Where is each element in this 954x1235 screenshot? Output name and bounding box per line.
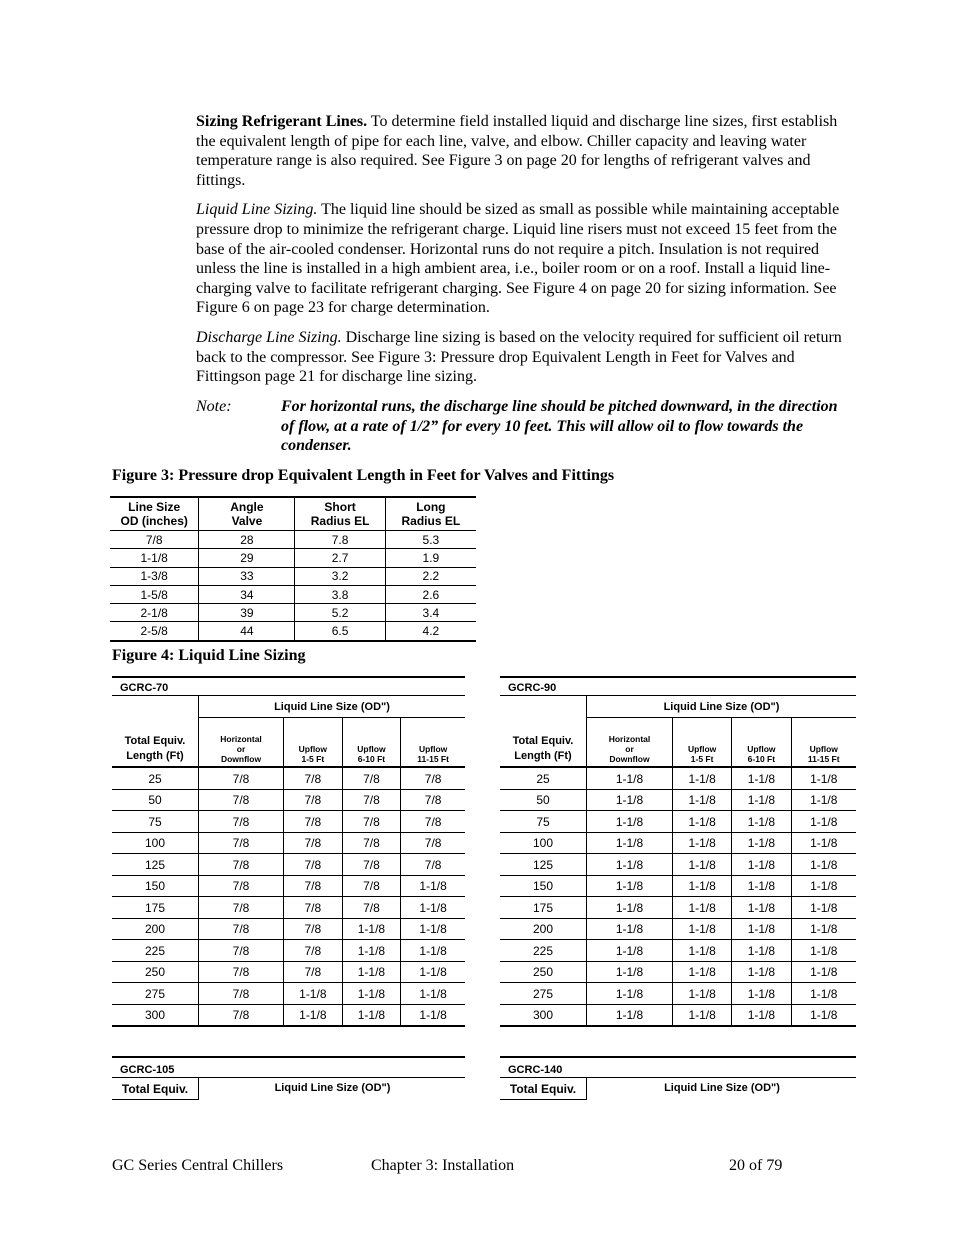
table-cell: 7/8 <box>284 918 343 940</box>
table-row <box>110 567 476 585</box>
table-row <box>110 585 476 603</box>
header-line: 1-5 Ft <box>690 754 714 764</box>
header-line: or <box>625 744 634 754</box>
liquid-line-size-header: Liquid Line Size (OD") <box>199 696 466 718</box>
table-cell: 1-1/8 <box>791 875 856 897</box>
liquid-line-table-gcrc-105 <box>112 1056 465 1100</box>
table-row <box>110 622 476 641</box>
table-cell: 1-1/8 <box>791 811 856 833</box>
table-cell: 1-1/8 <box>732 1004 791 1026</box>
table-cell: 7/8 <box>199 875 284 897</box>
table-cell: 1-1/8 <box>673 897 732 919</box>
liquid-heading: Liquid Line Sizing. <box>196 201 318 219</box>
table-cell: 7/8 <box>342 767 401 789</box>
table-row <box>112 918 465 940</box>
table-cell: 1-1/8 <box>673 767 732 789</box>
table-cell: 275 <box>112 983 199 1005</box>
table-cell: 1-1/8 <box>587 767 673 789</box>
table-cell: 7/8 <box>401 811 465 833</box>
table-cell: 7/8 <box>401 832 465 854</box>
discharge-text: Discharge line sizing is based on the velocity required for sufficient oil return back to the compressor. See Figure 3: Pressure drop Equivalent Length in Feet for Valves and Fittingson page 21 for discharge line sizing. <box>196 328 842 386</box>
table-row <box>500 854 856 876</box>
footer-chapter: Chapter 3: Installation <box>371 1157 515 1174</box>
table-cell: 1-1/8 <box>673 940 732 962</box>
table-cell: 1-1/8 <box>673 789 732 811</box>
table-cell: 7/8 <box>199 811 284 833</box>
liquid-line-table-gcrc-90 <box>500 676 856 1027</box>
header-line: Line Size <box>128 500 181 514</box>
table-cell: 2-5/8 <box>110 622 199 641</box>
table-cell: 25 <box>500 767 587 789</box>
footer-title: GC Series Central Chillers <box>112 1157 284 1174</box>
table-cell: 7/8 <box>401 854 465 876</box>
table-cell: 2.6 <box>385 585 476 603</box>
table-cell: 7/8 <box>342 875 401 897</box>
model-label: GCRC-140 <box>500 1056 856 1078</box>
table-cell: 1-1/8 <box>587 1004 673 1026</box>
table-cell: 7/8 <box>199 1004 284 1026</box>
table-cell: 3.4 <box>385 604 476 622</box>
table-row <box>500 897 856 919</box>
table-cell: 1-1/8 <box>401 897 465 919</box>
liquid-line-size-header: Liquid Line Size (OD") <box>664 1082 780 1094</box>
sub-header-text <box>343 744 401 764</box>
table-cell: 1-1/8 <box>401 940 465 962</box>
table-cell: 1-1/8 <box>587 983 673 1005</box>
table-cell: 50 <box>500 789 587 811</box>
table-cell: 7/8 <box>199 918 284 940</box>
table-cell: 1-1/8 <box>284 983 343 1005</box>
table-cell: 1-1/8 <box>110 549 199 567</box>
table-cell: 1-3/8 <box>110 567 199 585</box>
total-equiv-header: Total Equiv. <box>500 1078 587 1100</box>
body-text <box>196 112 846 397</box>
table-cell: 7/8 <box>401 767 465 789</box>
figure-4-title: Figure 4: Liquid Line Sizing <box>112 647 306 664</box>
table-cell: 200 <box>500 918 587 940</box>
liquid-line-size-header: Liquid Line Size (OD") <box>587 696 857 718</box>
sub-column-header <box>401 718 465 768</box>
table-cell: 200 <box>112 918 199 940</box>
sub-header-text <box>284 744 342 764</box>
sub-column-header <box>284 718 343 768</box>
sub-header-text <box>673 744 731 764</box>
model-label: GCRC-90 <box>500 676 856 696</box>
header-line: 11-15 Ft <box>807 754 840 764</box>
table-cell: 1-1/8 <box>732 961 791 983</box>
figure-3-title: Figure 3: Pressure drop Equivalent Length in Feet for Valves and Fittings <box>112 467 615 484</box>
table-cell: 1-1/8 <box>732 897 791 919</box>
table-cell: 1-1/8 <box>791 961 856 983</box>
table-cell: 7/8 <box>199 767 284 789</box>
header-line: Long <box>416 500 446 514</box>
table-cell: 1-1/8 <box>673 918 732 940</box>
column-header <box>110 497 199 531</box>
table-cell: 225 <box>500 940 587 962</box>
header-line: Upflow <box>809 744 838 754</box>
table-cell: 1-1/8 <box>732 789 791 811</box>
table-cell: 1-1/8 <box>587 897 673 919</box>
table-cell: 1-1/8 <box>791 940 856 962</box>
table-cell: 7/8 <box>284 811 343 833</box>
table-cell: 1-1/8 <box>673 854 732 876</box>
table-cell: 1-1/8 <box>401 918 465 940</box>
table-row <box>500 940 856 962</box>
table-cell: 1-1/8 <box>732 983 791 1005</box>
sizing-paragraph <box>196 112 846 190</box>
table-cell: 7/8 <box>284 961 343 983</box>
header-line: Total Equiv. <box>512 735 574 747</box>
table-cell: 1.9 <box>385 549 476 567</box>
table-row <box>500 918 856 940</box>
table-cell: 75 <box>500 811 587 833</box>
header-line: Upflow <box>298 744 327 754</box>
sub-header-text <box>199 734 283 764</box>
table-cell: 150 <box>112 875 199 897</box>
table-cell: 300 <box>500 1004 587 1026</box>
table-row <box>500 789 856 811</box>
table-cell: 7/8 <box>284 940 343 962</box>
table-cell: 1-1/8 <box>587 961 673 983</box>
table-cell: 7/8 <box>401 789 465 811</box>
table-cell: 1-1/8 <box>587 832 673 854</box>
table-cell: 1-5/8 <box>110 585 199 603</box>
table-cell: 1-1/8 <box>673 875 732 897</box>
table-cell: 7/8 <box>284 854 343 876</box>
table-cell: 25 <box>112 767 199 789</box>
table-cell: 2-1/8 <box>110 604 199 622</box>
header-line: Radius EL <box>401 514 461 528</box>
table-cell: 1-1/8 <box>401 875 465 897</box>
column-header <box>385 497 476 531</box>
table-cell: 1-1/8 <box>587 875 673 897</box>
table-cell: 1-1/8 <box>732 811 791 833</box>
table-cell: 1-1/8 <box>791 767 856 789</box>
table-cell: 3.8 <box>295 585 385 603</box>
table-row <box>500 767 856 789</box>
note <box>196 397 846 456</box>
table-cell: 1-1/8 <box>791 918 856 940</box>
table-cell: 1-1/8 <box>587 789 673 811</box>
discharge-paragraph <box>196 328 846 387</box>
table-cell: 7/8 <box>284 767 343 789</box>
table-cell: 1-1/8 <box>791 832 856 854</box>
table-cell: 1-1/8 <box>791 983 856 1005</box>
table-cell: 250 <box>500 961 587 983</box>
table-cell: 7.8 <box>295 531 385 549</box>
header-line: Upflow <box>357 744 386 754</box>
header-line: Length (Ft) <box>514 750 572 762</box>
table-cell: 1-1/8 <box>732 832 791 854</box>
table-cell: 1-1/8 <box>587 918 673 940</box>
note-text: For horizontal runs, the discharge line should be pitched downward, in the direction of flow, at a rate of 1/2” for every 10 feet. This will allow oil to flow towards the condenser. <box>281 398 838 455</box>
table-cell: 250 <box>112 961 199 983</box>
table-cell: 7/8 <box>199 854 284 876</box>
table-row <box>500 961 856 983</box>
table-cell: 300 <box>112 1004 199 1026</box>
table-cell: 44 <box>199 622 295 641</box>
table-row <box>112 961 465 983</box>
table-row <box>500 811 856 833</box>
header-line: Downflow <box>220 754 262 764</box>
header-line: Upflow <box>747 744 776 754</box>
table-cell: 7/8 <box>110 531 199 549</box>
header-line: Radius EL <box>310 514 370 528</box>
table-cell: 125 <box>112 854 199 876</box>
header-line: 1-5 Ft <box>301 754 325 764</box>
table-cell: 1-1/8 <box>791 897 856 919</box>
figure-3-table <box>110 496 476 642</box>
header-line: or <box>236 744 246 754</box>
liquid-line-table-gcrc-140 <box>500 1056 856 1100</box>
table-cell: 7/8 <box>284 875 343 897</box>
column-header <box>295 497 385 531</box>
table-cell: 7/8 <box>199 983 284 1005</box>
table-cell: 7/8 <box>284 789 343 811</box>
table-cell: 7/8 <box>284 897 343 919</box>
liquid-paragraph <box>196 200 846 318</box>
table-cell: 6.5 <box>295 622 385 641</box>
table-cell: 7/8 <box>199 832 284 854</box>
sub-column-header <box>673 718 732 768</box>
sub-column-header <box>791 718 856 768</box>
table-cell: 125 <box>500 854 587 876</box>
table-row <box>112 854 465 876</box>
table-cell: 28 <box>199 531 295 549</box>
note-label: Note: <box>196 398 232 415</box>
header-line: Length (Ft) <box>126 750 184 762</box>
table-row <box>110 604 476 622</box>
table-row <box>112 940 465 962</box>
sub-column-header <box>342 718 401 768</box>
table-row <box>500 832 856 854</box>
table-cell: 1-1/8 <box>673 811 732 833</box>
sizing-text: To determine field installed liquid and discharge line sizes, first establish the equivalent length of pipe for each line, valve, and elbow. Chiller capacity and leaving water temperature range is also required. See Figure 3 on page 20 for lengths of refrigerant valves and fittings. <box>196 113 838 189</box>
table-cell: 175 <box>112 897 199 919</box>
table-cell: 1-1/8 <box>732 918 791 940</box>
table-cell: 225 <box>112 940 199 962</box>
table-cell: 1-1/8 <box>342 983 401 1005</box>
table-cell: 39 <box>199 604 295 622</box>
sub-header-text <box>732 744 790 764</box>
table-row <box>110 531 476 549</box>
sub-header-text <box>587 734 672 764</box>
table-cell: 5.2 <box>295 604 385 622</box>
table-cell: 7/8 <box>284 832 343 854</box>
table-row <box>112 875 465 897</box>
table-cell: 1-1/8 <box>732 767 791 789</box>
sub-column-header <box>199 718 284 768</box>
table-cell: 1-1/8 <box>732 875 791 897</box>
table-row <box>500 983 856 1005</box>
table-row <box>112 767 465 789</box>
table-cell: 7/8 <box>342 832 401 854</box>
table-cell: 5.3 <box>385 531 476 549</box>
total-equiv-header <box>500 696 587 767</box>
table-cell: 7/8 <box>342 789 401 811</box>
header-line: Upflow <box>687 744 717 754</box>
table-cell: 1-1/8 <box>342 918 401 940</box>
model-label: GCRC-105 <box>112 1056 465 1078</box>
table-cell: 1-1/8 <box>587 811 673 833</box>
table-cell: 2.2 <box>385 567 476 585</box>
table-cell: 1-1/8 <box>673 983 732 1005</box>
header-line: Valve <box>231 514 263 528</box>
table-cell: 100 <box>112 832 199 854</box>
header-line: Horizontal <box>608 734 651 744</box>
sub-column-header <box>732 718 791 768</box>
sub-header-text <box>401 744 465 764</box>
table-cell: 7/8 <box>199 940 284 962</box>
table-cell: 7/8 <box>199 961 284 983</box>
total-equiv-header <box>112 696 199 767</box>
header-line: 6-10 Ft <box>747 754 776 764</box>
table-cell: 2.7 <box>295 549 385 567</box>
table-cell: 7/8 <box>342 811 401 833</box>
table-cell: 33 <box>199 567 295 585</box>
table-row <box>500 1004 856 1026</box>
sizing-heading: Sizing Refrigerant Lines. <box>196 113 368 130</box>
table-cell: 275 <box>500 983 587 1005</box>
header-line: Downflow <box>609 754 650 764</box>
table-row <box>112 983 465 1005</box>
table-cell: 75 <box>112 811 199 833</box>
table-row <box>112 811 465 833</box>
table-cell: 1-1/8 <box>284 1004 343 1026</box>
table-row <box>112 897 465 919</box>
table-cell: 7/8 <box>199 789 284 811</box>
liquid-text: The liquid line should be sized as small as possible while maintaining acceptable pressure drop to minimize the refrigerant charge. Liquid line risers must not exceed 15 feet from the base of the air-cooled condenser. Horizontal runs do not require a pitch. Insulation is not required unless the line is installed in a high ambient area, i.e., boiler room or on a roof. Install a liquid line-charging valve to facilitate refrigerant charging. See Figure 4 on page 20 for sizing information. See Figure 6 on page 23 for charge determination. <box>196 201 840 317</box>
table-cell: 1-1/8 <box>673 832 732 854</box>
liquid-line-table-gcrc-70 <box>112 676 465 1027</box>
table-cell: 1-1/8 <box>587 940 673 962</box>
header-line: 11-15 Ft <box>417 754 449 764</box>
table-cell: 7/8 <box>342 854 401 876</box>
table-cell: 1-1/8 <box>791 854 856 876</box>
discharge-heading: Discharge Line Sizing. <box>196 328 342 346</box>
header-line: Angle <box>230 500 264 514</box>
table-row <box>500 875 856 897</box>
table-cell: 1-1/8 <box>732 854 791 876</box>
table-cell: 50 <box>112 789 199 811</box>
table-cell: 34 <box>199 585 295 603</box>
header-line: Total Equiv. <box>124 735 186 747</box>
column-header <box>199 497 295 531</box>
table-row <box>110 549 476 567</box>
table-cell: 1-1/8 <box>791 1004 856 1026</box>
header-line: OD (inches) <box>120 514 188 528</box>
table-cell: 150 <box>500 875 587 897</box>
header-line: Horizontal <box>220 734 262 744</box>
table-cell: 1-1/8 <box>732 940 791 962</box>
table-cell: 1-1/8 <box>342 940 401 962</box>
table-cell: 4.2 <box>385 622 476 641</box>
liquid-line-size-header: Liquid Line Size (OD") <box>274 1082 391 1094</box>
header-line: Short <box>324 500 356 514</box>
table-cell: 1-1/8 <box>401 961 465 983</box>
table-cell: 175 <box>500 897 587 919</box>
table-row <box>112 832 465 854</box>
table-cell: 1-1/8 <box>342 961 401 983</box>
table-cell: 7/8 <box>342 897 401 919</box>
total-equiv-header: Total Equiv. <box>112 1078 199 1100</box>
table-cell: 100 <box>500 832 587 854</box>
table-cell: 1-1/8 <box>401 1004 465 1026</box>
footer-page-number: 20 of 79 <box>729 1157 783 1174</box>
table-cell: 1-1/8 <box>673 961 732 983</box>
table-cell: 29 <box>199 549 295 567</box>
table-row <box>112 789 465 811</box>
table-cell: 3.2 <box>295 567 385 585</box>
header-line: 6-10 Ft <box>357 754 386 764</box>
sub-header-text <box>792 744 857 764</box>
sub-column-header <box>587 718 673 768</box>
table-cell: 1-1/8 <box>401 983 465 1005</box>
table-cell: 1-1/8 <box>791 789 856 811</box>
table-cell: 7/8 <box>199 897 284 919</box>
table-row <box>112 1004 465 1026</box>
table-cell: 1-1/8 <box>587 854 673 876</box>
header-line: Upflow <box>418 744 448 754</box>
model-label: GCRC-70 <box>112 676 465 696</box>
table-cell: 1-1/8 <box>342 1004 401 1026</box>
table-cell: 1-1/8 <box>673 1004 732 1026</box>
